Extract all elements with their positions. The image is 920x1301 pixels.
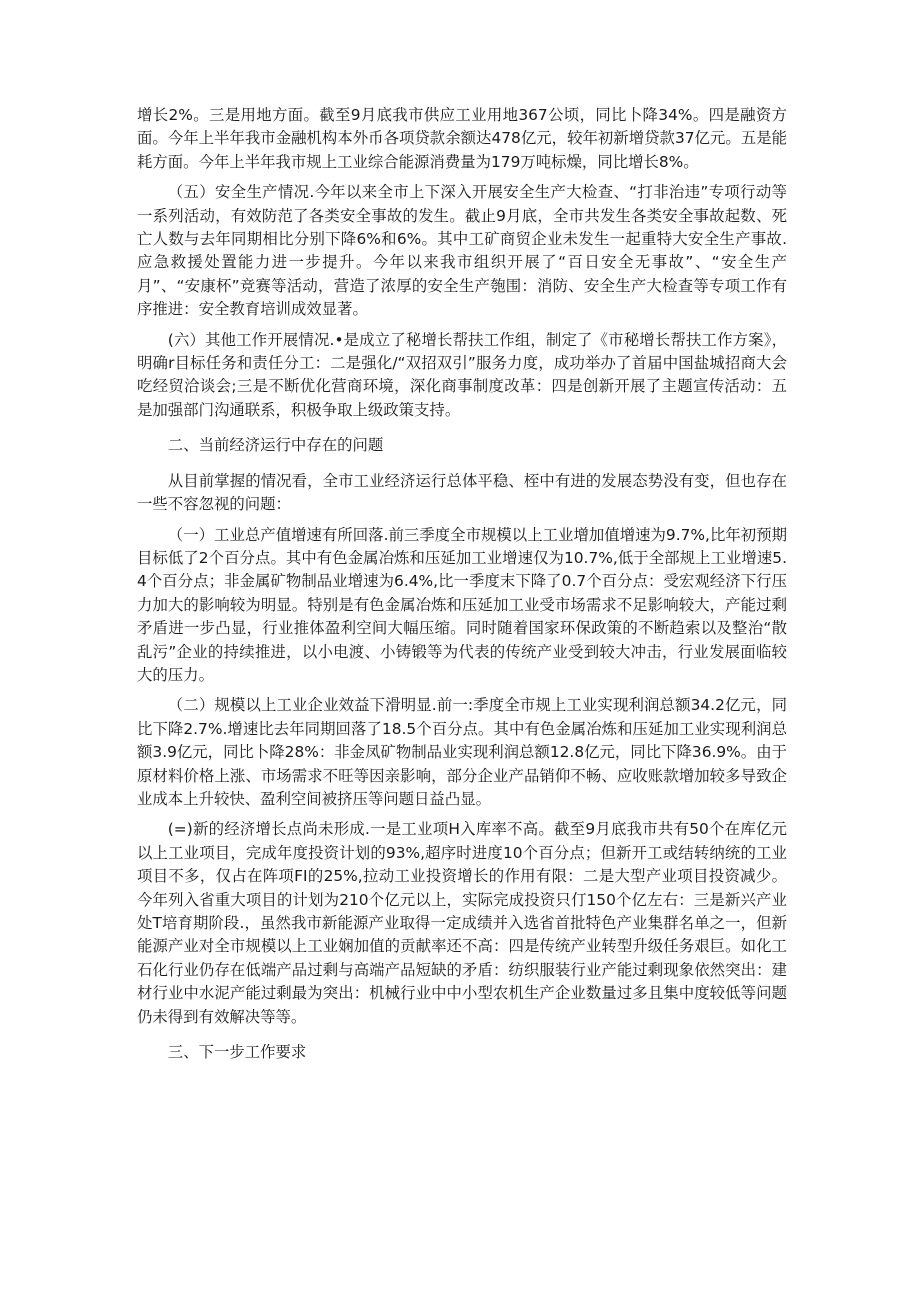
paragraph-new-growth-points: (=)新的经济增长点尚未形成.一是工业项H入库率不高。截至9月底我市共有50个在库亿元以上工业项目，完成年度投资计划的93%,超序时进度10个百分点；但新开工或结转纳统的工业项目不多，仅占在阵项FI的25%,拉动工业投资增长的作用有限：二是大型产业项目投资减少。今年列入省重大项目的计划为210个亿元以上，实际完成投资只仃150个亿左右：三是新兴产业处T培育期阶段.，虽然我市新能源产业取得一定成绩并入选省首批特色产业集群名单之一，但新能源产业对全市规模以上工业娴加值的贡献率还不高：四是传统产业转型升级任务艰巨。如化工石化行业仍存在低端产品过剩与高端产品短缺的矛盾：纺织服装行业产能过剩现象依然突出：建材行业中水泥产能过剩最为突出：机械行业中中小型农机生产企业数量过多且集中度较低等问题仍未得到有效解决等等。 xyxy=(137,820,787,1026)
paragraph-resource-indicators: 增长2%。三是用地方面。截至9月底我市供应工业用地367公顷，同比卜降34%。四是融资方面。今年上半年我市金融机构本外币各项贷款余额达478亿元，较年初新增贷款37亿元。五是能耗方面。今年上半年我市规上工业综合能源消费量为179万吨标燥，同比增长8%。 xyxy=(137,106,787,171)
paragraph-enterprise-profits: （二）规模以上工业企业效益下滑明显.前一:季度全市规上工业实现利润总额34.2亿元，同比下降2.7%.增速比去年同期回落了18.5个百分点。其中有色金属冶炼和压延加工业实现利润总额3.9亿元，同比卜降28%：非金凤矿物制品业实现利润总额12.8亿元，同比下降36.9%。由于原材料价格上涨、市场需求不旺等因亲影响，部分企业产品销仰不畅、应收账款增加较多导致企业成本上升较快、盈利空间被挤压等问题日益凸显。 xyxy=(137,696,787,808)
section-heading-next-steps: 三、下一步工作要求 xyxy=(167,1043,307,1062)
paragraph-output-growth: （一）工业总产值增速有所回落.前三季度全市规模以上工业增加值增速为9.7%,比年初预期目标低了2个百分点。其中有色金属冶炼和压延加工业增速仅为10.7%,低于全部规上工业增速5.4个百分点；非金属矿物制品业增速为6.4%,比一季度末下降了0.7个百分点：受宏观经济下行压力加大的影响较为明显。特别是有色金属冶炼和压延加工业受市场需求不足影响较大，产能过剩矛盾进一步凸显，行业推体盈利空间大幅压缩。同时随着国家环保政策的不断趋索以及整治“散乱污”企业的持续推进，以小电渡、小铸锻等为代表的传统产业受到较大冲击，行业发展面临较大的压力。 xyxy=(137,525,787,684)
document-page xyxy=(137,104,787,1076)
paragraph-safety-production: （五）安全生产情况.今年以来全市上下深入开展安全生产大检查、“打非治违”专项行动等一系列活动，有效防范了各类安全事故的发生。截止9月底，全市共发生各类安全事故起数、死亡人数与去年同期相比分别下降6%和6%。其中工矿商贸企业未发生一起重特大安全生产事故.应急救援处置能力进一步提升。今年以来我市组织开展了“百日安全无事故”、“安全生产月”、“安康杯”竞赛等活动，营造了浓厚的安全生产匏围：消防、安全生产大检查等专项工作有序推进：安全教育培训成效显著。 xyxy=(137,183,787,319)
section-heading-current-problems: 二、当前经济运行中存在的问题 xyxy=(167,436,384,455)
paragraph-other-work: (六）其他工作开展情况.•是成立了秘增长帮扶工作组，制定了《市秘增长帮扶工作方案》，明确r目标任务和责任分工：二是强化/“双招双引”服务力度，成功举办了首届中国盐城招商大会吃经贸洽谈会;三是不断优化营商环境，深化商事制度改革：四是创新开展了主题宣传活动：五是加强部门沟通联系，积极争取上级政策支持。 xyxy=(137,330,787,419)
paragraph-problems-intro: 从目前掌握的情况看，全市工业经济运行总体平稳、桎中有进的发展态势没有变，但也存在一些不容忽视的问题： xyxy=(137,471,787,514)
